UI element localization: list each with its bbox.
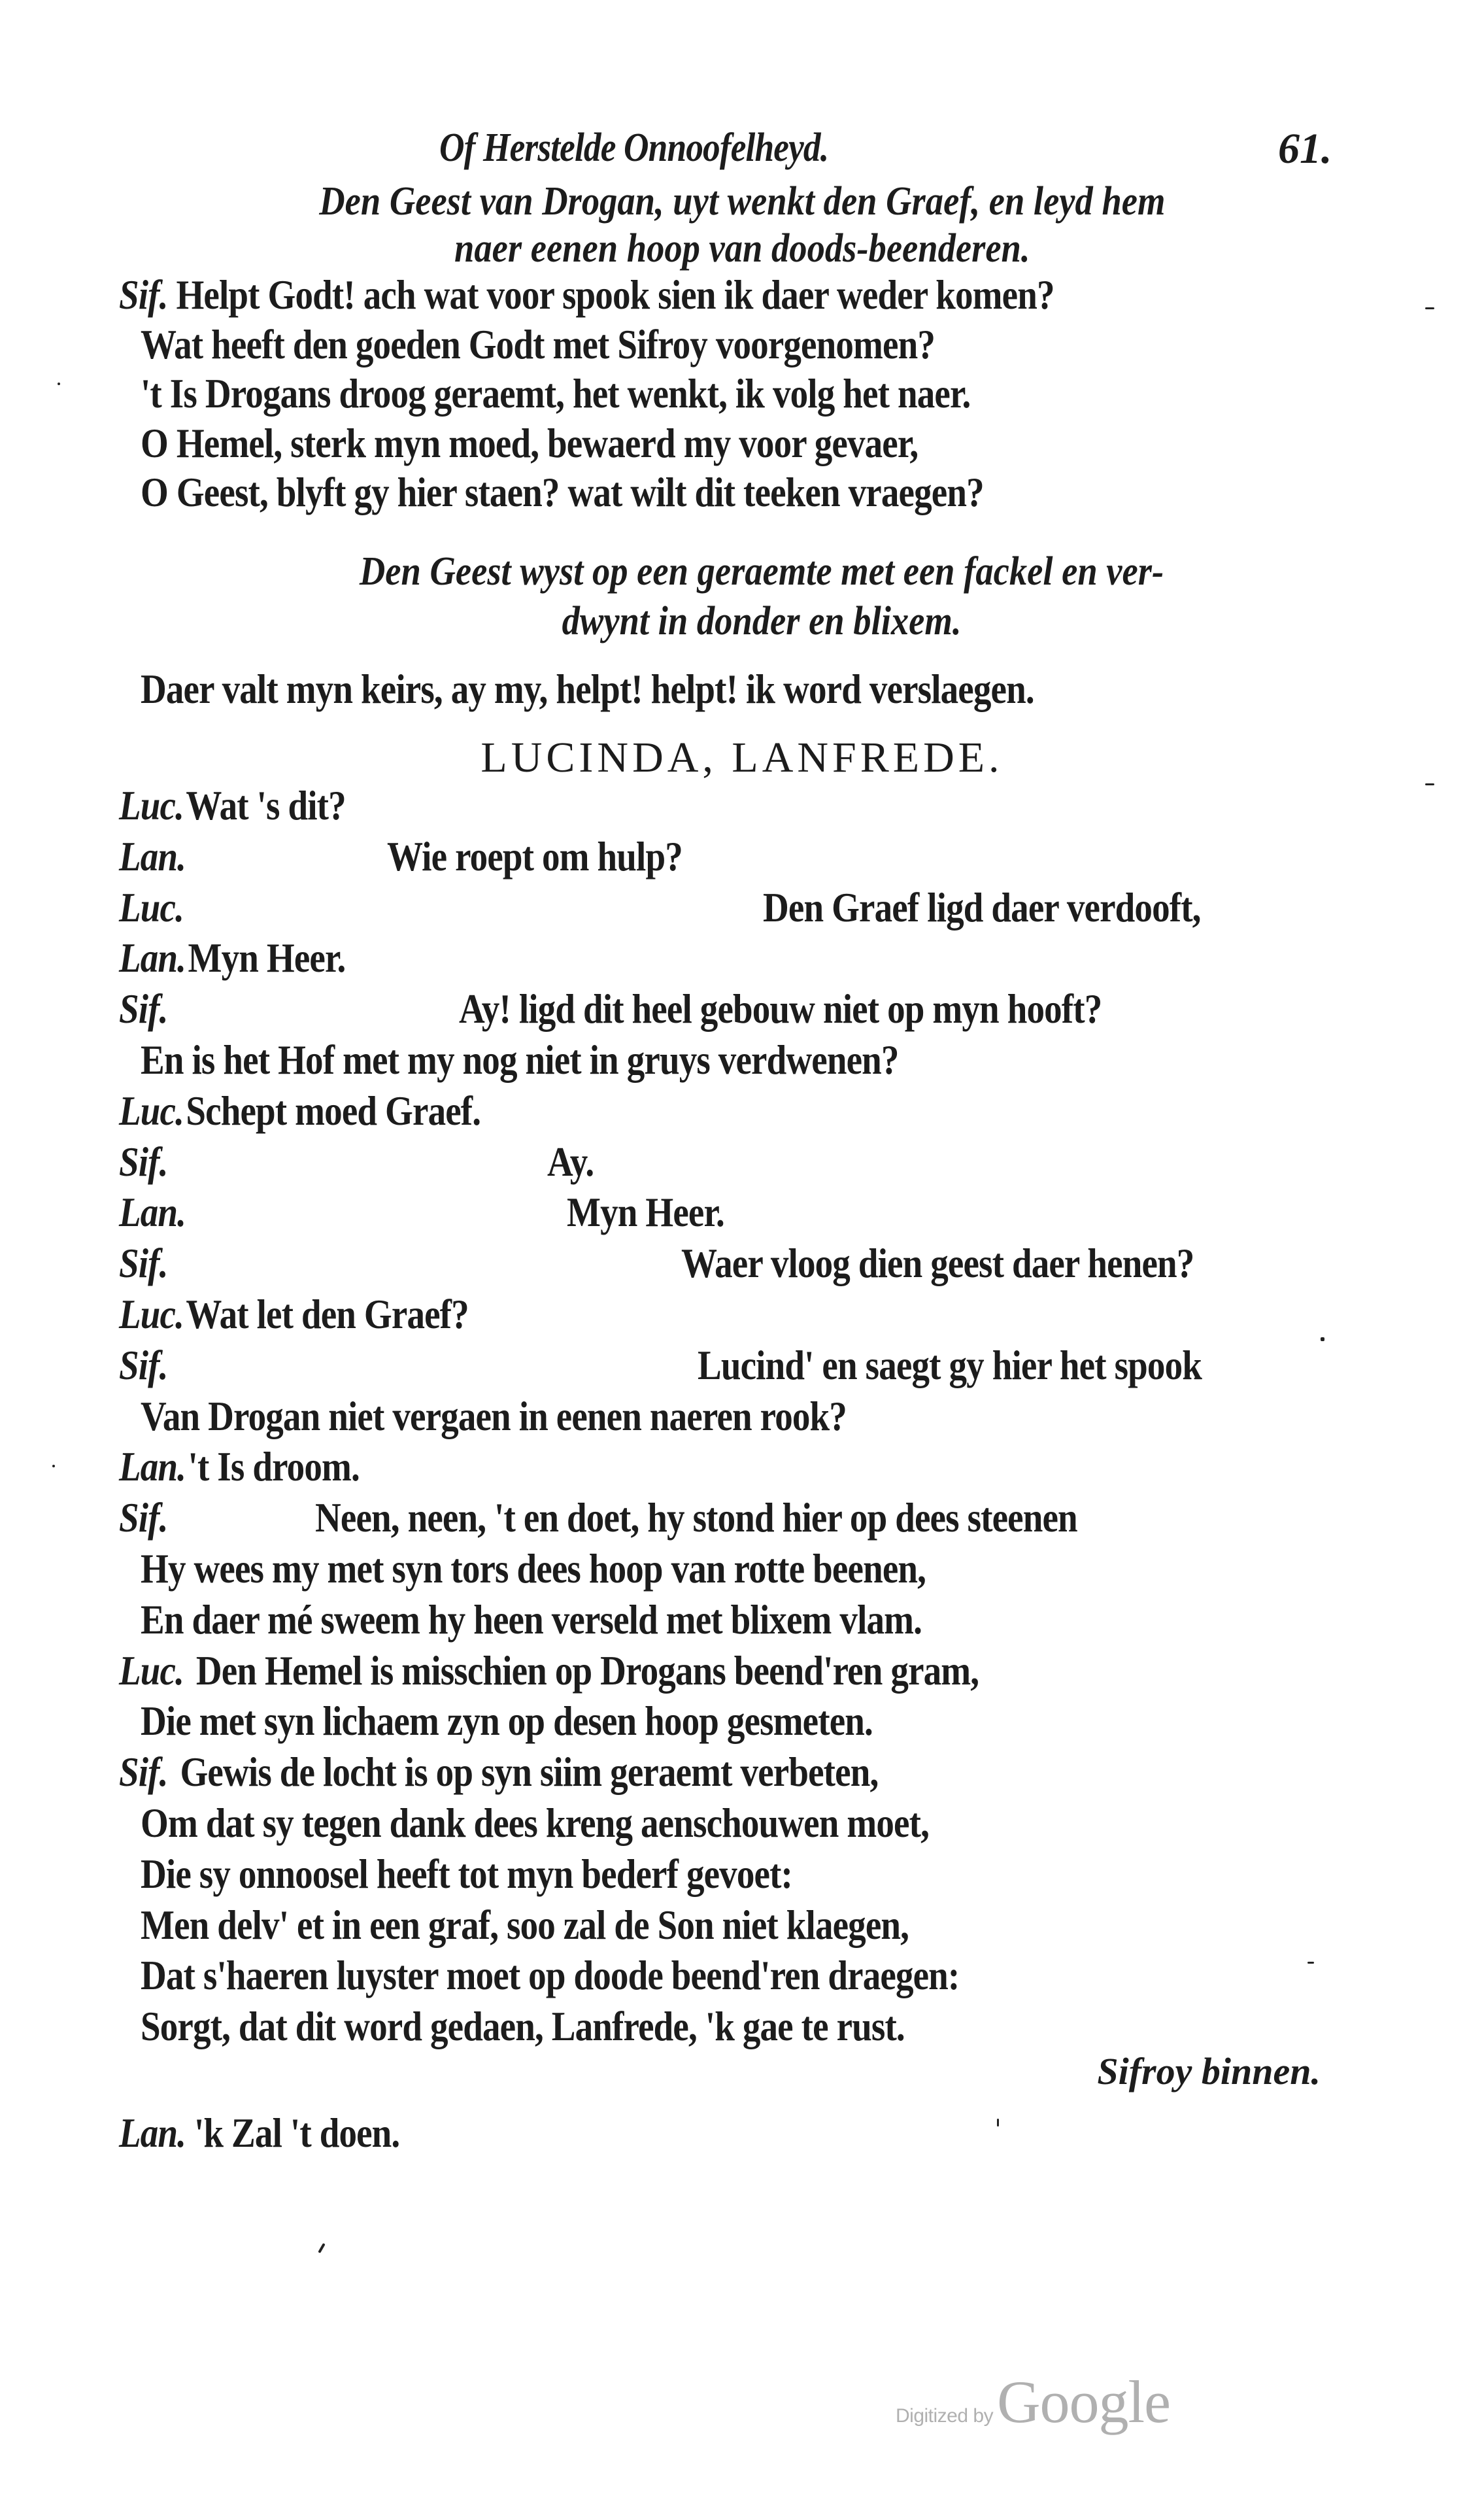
verse-text: Waer vloog dien geest daer henen?: [681, 1240, 1194, 1286]
verse-line: [119, 271, 1054, 318]
speaker-label: Luc.: [119, 884, 184, 931]
scan-speck: [1321, 1337, 1324, 1341]
scan-speck: [1425, 783, 1434, 785]
scene-heading: LUCINDA, LANFREDE.: [481, 734, 1003, 781]
exit-direction: Sifroy binnen.: [1097, 2050, 1321, 2092]
final-line: [119, 2110, 399, 2157]
verse-text: Ay.: [547, 1138, 594, 1185]
verse-text: Wie roept om hulp?: [387, 833, 683, 880]
speaker-label: Luc.: [119, 1647, 184, 1694]
speaker-label: Sif.: [119, 1240, 168, 1286]
page-number: 61.: [1278, 125, 1332, 173]
stage-direction-line: dwynt in donder en blixem.: [562, 599, 962, 643]
scan-speck: [52, 1465, 55, 1467]
verse-text: Dat s'haeren luyster moet op doode beend'ren draegen:: [141, 1952, 960, 1998]
speaker-label: Luc.: [119, 782, 184, 828]
verse-text: Gewis de locht is op syn siim geraemt verbeten,: [180, 1749, 879, 1795]
verse-text: Die sy onnoosel heeft tot myn bederf gevoet:: [141, 1851, 793, 1897]
stage-direction-line: Den Geest wyst op een geraemte met een fackel en ver-: [359, 549, 1164, 594]
verse-line: O Geest, blyft gy hier staen? wat wilt dit teeken vraegen?: [141, 469, 984, 515]
verse-text: En daer mé sweem hy heen verseld met blixem vlam.: [141, 1596, 922, 1643]
scan-speck: [1307, 1962, 1314, 1964]
verse-text: Den Graef ligd daer verdooft,: [763, 884, 1201, 931]
stage-direction-line: naer eenen hoop van doods-beenderen.: [454, 226, 1030, 271]
verse-text: Myn Heer.: [567, 1189, 724, 1235]
verse-line: Daer valt myn keirs, ay my, helpt! helpt! ik word verslaegen.: [141, 666, 1034, 712]
google-logo-text: Google: [997, 2368, 1170, 2435]
verse-text: Van Drogan niet vergaen in eenen naeren rook?: [141, 1393, 847, 1439]
verse-text: Neen, neen, 't en doet, hy stond hier op dees steenen: [315, 1494, 1077, 1541]
verse-text: Ay! ligd dit heel gebouw niet op myn hooft?: [459, 985, 1102, 1032]
verse-text: Helpt Godt! ach wat voor spook sien ik daer weder komen?: [176, 271, 1054, 318]
speaker-label: Sif.: [119, 985, 168, 1032]
verse-text: Wat let den Graef?: [186, 1291, 469, 1337]
verse-line: Wat heeft den goeden Godt met Sifroy voorgenomen?: [141, 321, 935, 367]
verse-text: 'k Zal 't doen.: [194, 2110, 400, 2156]
speaker-label: Lan.: [119, 833, 186, 880]
verse-text: Wat 's dit?: [186, 782, 346, 828]
watermark-prefix: Digitized by: [896, 2405, 994, 2427]
speaker-label: Lan.: [119, 2110, 186, 2156]
stage-direction-line: Den Geest van Drogan, uyt wenkt den Graef, en leyd hem: [318, 179, 1166, 224]
speaker-label: Sif.: [119, 1138, 168, 1185]
google-watermark: [896, 2367, 1170, 2436]
verse-text: Den Hemel is misschien op Drogans beend'ren gram,: [195, 1647, 979, 1694]
speaker-label: Sif.: [119, 1494, 168, 1541]
speaker-label: Sif.: [119, 271, 168, 318]
verse-line: O Hemel, sterk myn moed, bewaerd my voor gevaer,: [141, 420, 919, 466]
verse-text: Hy wees my met syn tors dees hoop van rotte beenen,: [141, 1545, 926, 1592]
verse-text: Sorgt, dat dit word gedaen, Lanfrede, 'k gae te rust.: [141, 2003, 905, 2049]
verse-text: Lucind' en saegt gy hier het spook: [698, 1342, 1202, 1388]
verse-text: En is het Hof met my nog niet in gruys verdwenen?: [141, 1036, 899, 1083]
verse-text: Myn Heer.: [188, 934, 346, 981]
scan-speck: [997, 2119, 999, 2127]
verse-text: Om dat sy tegen dank dees kreng aenschouwen moet,: [141, 1800, 929, 1846]
speaker-label: Luc.: [119, 1291, 184, 1337]
speaker-label: Lan.: [119, 1443, 186, 1490]
speaker-label: Lan.: [119, 1189, 186, 1235]
verse-line: 't Is Drogans droog geraemt, het wenkt, ik volg het naer.: [141, 370, 971, 417]
verse-text: Men delv' et in een graf, soo zal de Son niet klaegen,: [141, 1902, 909, 1948]
verse-text: Die met syn lichaem zyn op desen hoop gesmeten.: [141, 1698, 873, 1744]
scan-speck: [1425, 307, 1434, 309]
scan-speck: [58, 383, 60, 385]
running-title: Of Herstelde Onnoofelheyd.: [439, 126, 829, 170]
stage-direction-2: [20, 548, 1484, 645]
speaker-label: Lan.: [119, 934, 186, 981]
speaker-label: Luc.: [119, 1087, 184, 1134]
speaker-label: Sif.: [119, 1342, 168, 1388]
stage-direction-1: [0, 178, 1484, 272]
verse-text: Schept moed Graef.: [186, 1087, 481, 1134]
verse-text: 't Is droom.: [188, 1443, 360, 1490]
speaker-label: Sif.: [119, 1749, 168, 1795]
scan-speck: [318, 2243, 325, 2253]
